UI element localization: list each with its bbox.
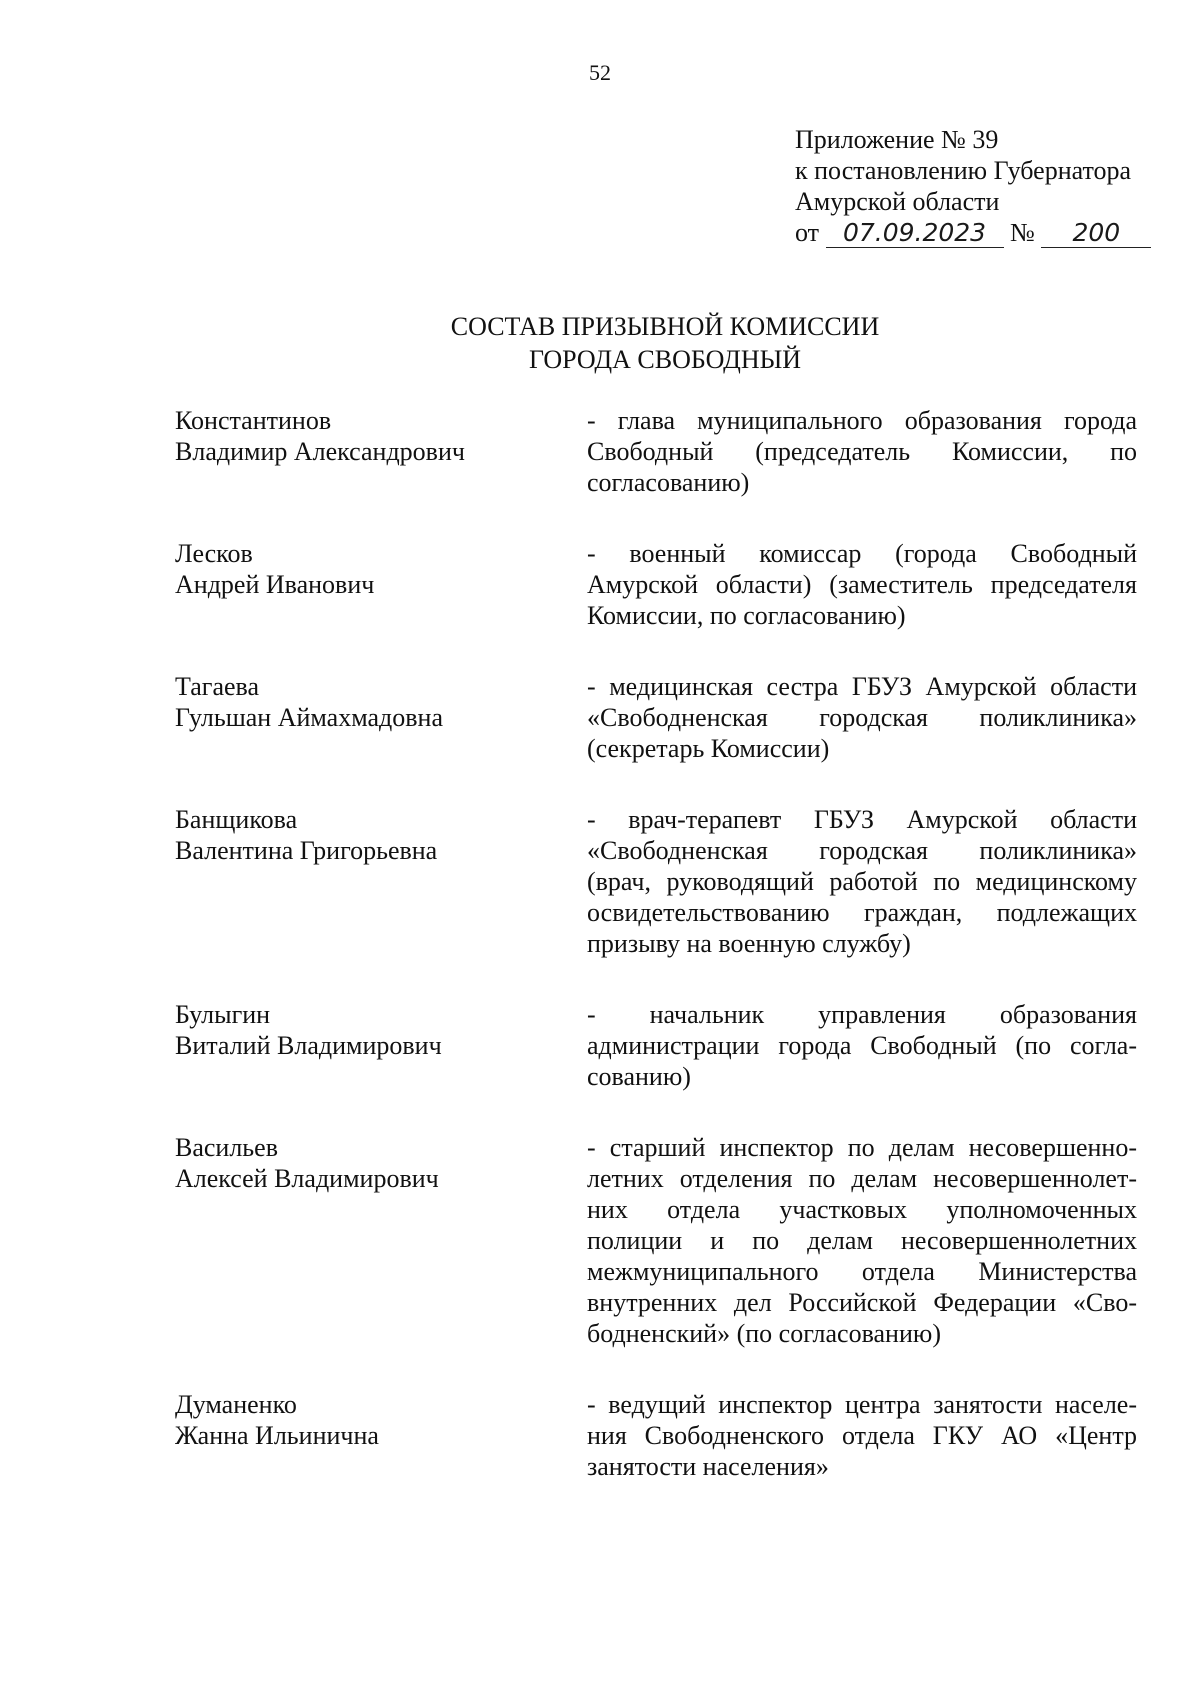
member-given-names: Андрей Иванович [175, 570, 375, 599]
members-list [175, 405, 1143, 1482]
number-label: № [1010, 218, 1035, 247]
appendix-line-2: к постановлению Губернатора [795, 156, 1132, 185]
role-line: летних отделения по делам несовершеннолет- [587, 1164, 1137, 1193]
member-row [175, 1389, 1143, 1482]
role-line: Амурской области) (заместитель председателя [587, 570, 1137, 599]
role-line: призыву на военную службу) [587, 929, 911, 958]
member-given-names: Алексей Владимирович [175, 1164, 439, 1193]
member-surname: Васильев [175, 1133, 278, 1162]
from-label: от [795, 218, 820, 247]
member-role [587, 671, 1137, 764]
member-surname: Константинов [175, 406, 332, 435]
member-surname: Думаненко [175, 1390, 297, 1419]
member-given-names: Владимир Александрович [175, 437, 465, 466]
role-line: - медицинская сестра ГБУЗ Амурской области [587, 672, 1137, 701]
member-row [175, 538, 1143, 631]
role-line: - ведущий инспектор центра занятости населе- [587, 1390, 1137, 1419]
member-name [175, 999, 571, 1061]
role-line: (врач, руководящий работой по медицинскому [587, 867, 1137, 896]
member-role [587, 1132, 1137, 1349]
member-given-names: Жанна Ильинична [175, 1421, 379, 1450]
role-line: (секретарь Комиссии) [587, 734, 830, 763]
document-title [0, 310, 1200, 376]
member-name [175, 804, 571, 866]
role-line: межмуниципального отдела Министерства [587, 1257, 1137, 1286]
member-row [175, 405, 1143, 498]
role-line: полиции и по делам несовершеннолетних [587, 1226, 1137, 1255]
role-line: внутренних дел Российской Федерации «Сво- [587, 1288, 1137, 1317]
member-name [175, 1389, 571, 1451]
role-line: - глава муниципального образования города [587, 406, 1137, 435]
appendix-date-line [795, 217, 1151, 248]
role-line: администрации города Свободный (по согла- [587, 1031, 1137, 1060]
title-line-1: СОСТАВ ПРИЗЫВНОЙ КОМИССИИ [450, 312, 880, 341]
page-number: 52 [589, 60, 611, 85]
member-surname: Банщикова [175, 805, 298, 834]
role-line: них отдела участковых уполномоченных [587, 1195, 1137, 1224]
member-surname: Лесков [175, 539, 253, 568]
role-line: сованию) [587, 1062, 691, 1091]
member-given-names: Гульшан Аймахмадовна [175, 703, 443, 732]
role-line: занятости населения» [587, 1452, 829, 1481]
handwritten-number: 200 [1041, 219, 1151, 248]
role-line: - старший инспектор по делам несовершенно- [587, 1133, 1137, 1162]
role-line: «Свободненская городская поликлиника» [587, 836, 1137, 865]
role-line: освидетельствованию граждан, подлежащих [587, 898, 1137, 927]
member-role [587, 405, 1137, 498]
member-row [175, 804, 1143, 959]
member-given-names: Виталий Владимирович [175, 1031, 442, 1060]
member-role [587, 1389, 1137, 1482]
member-name [175, 671, 571, 733]
member-name [175, 1132, 571, 1194]
role-line: бодненский» (по согласованию) [587, 1319, 941, 1348]
member-role [587, 804, 1137, 959]
member-role [587, 999, 1137, 1092]
member-name [175, 405, 571, 467]
member-row [175, 1132, 1143, 1349]
role-line: Свободный (председатель Комиссии, по [587, 437, 1137, 466]
member-surname: Булыгин [175, 1000, 271, 1029]
role-line: Комиссии, по согласованию) [587, 601, 906, 630]
member-row [175, 999, 1143, 1092]
role-line: - врач-терапевт ГБУЗ Амурской области [587, 805, 1137, 834]
role-line: ния Свободненского отдела ГКУ АО «Центр [587, 1421, 1137, 1450]
member-name [175, 538, 571, 600]
appendix-block [795, 124, 1151, 248]
role-line: - военный комиссар (города Свободный [587, 539, 1137, 568]
handwritten-date: 07.09.2023 [826, 219, 1004, 248]
member-given-names: Валентина Григорьевна [175, 836, 438, 865]
role-line: - начальник управления образования [587, 1000, 1137, 1029]
member-surname: Тагаева [175, 672, 259, 701]
role-line: согласованию) [587, 468, 750, 497]
role-line: «Свободненская городская поликлиника» [587, 703, 1137, 732]
appendix-line-3: Амурской области [795, 187, 1000, 216]
appendix-line-1: Приложение № 39 [795, 125, 999, 154]
title-line-2: ГОРОДА СВОБОДНЫЙ [528, 345, 802, 374]
member-row [175, 671, 1143, 764]
member-role [587, 538, 1137, 631]
